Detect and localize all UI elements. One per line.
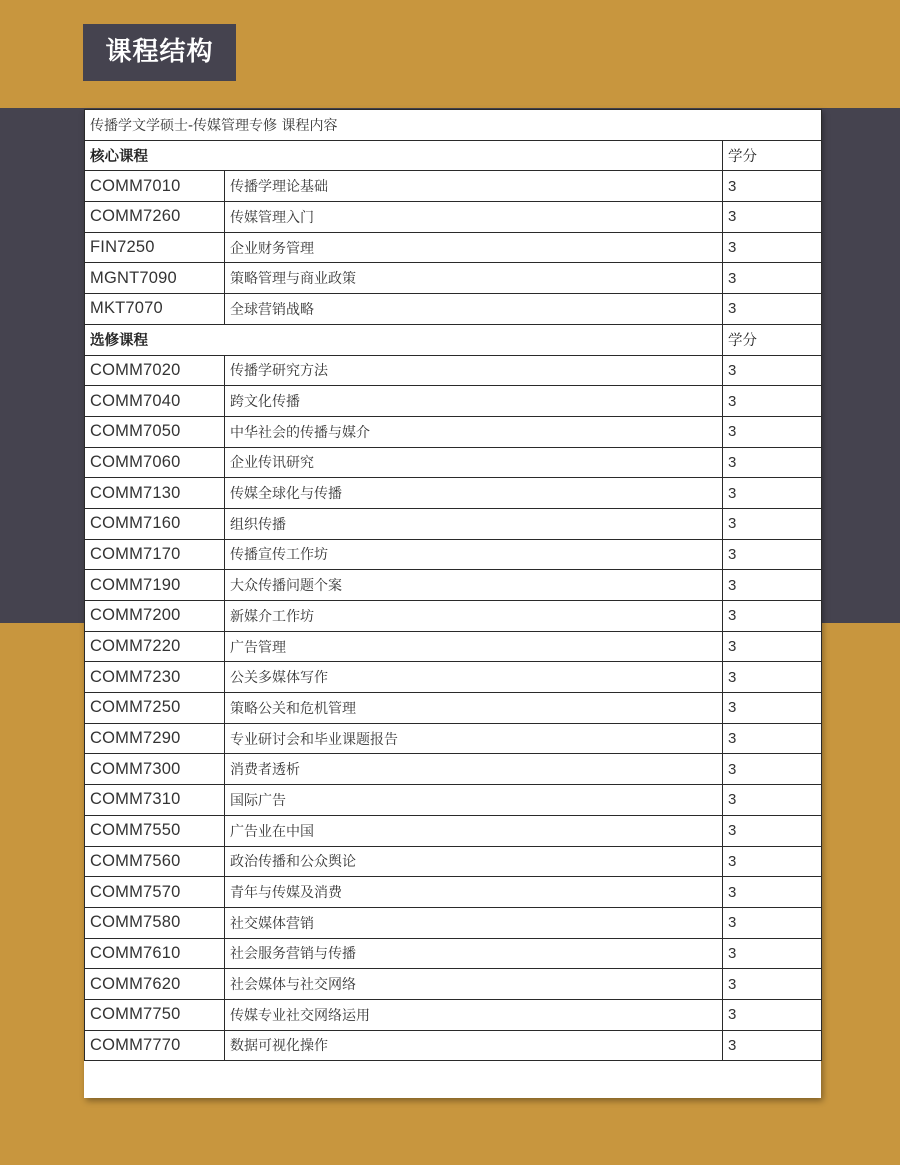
table-row (85, 294, 822, 325)
table-row (85, 754, 822, 785)
table-row (85, 877, 822, 908)
course-code: FIN7250 (85, 232, 225, 263)
course-code: COMM7130 (85, 478, 225, 509)
course-name: 广告业在中国 (225, 815, 723, 846)
course-name: 社会服务营销与传播 (225, 938, 723, 969)
course-name: 企业传讯研究 (225, 447, 723, 478)
table-caption: 传播学文学硕士-传媒管理专修 课程内容 (85, 110, 822, 141)
course-code: COMM7300 (85, 754, 225, 785)
table-row (85, 416, 822, 447)
course-code: COMM7160 (85, 508, 225, 539)
table-row (85, 539, 822, 570)
course-name: 策略管理与商业政策 (225, 263, 723, 294)
table-row (85, 969, 822, 1000)
course-name: 政治传播和公众舆论 (225, 846, 723, 877)
course-credit: 3 (723, 754, 822, 785)
course-credit: 3 (723, 386, 822, 417)
course-credit: 3 (723, 447, 822, 478)
course-name: 新媒介工作坊 (225, 601, 723, 632)
course-name: 社交媒体营销 (225, 907, 723, 938)
elective-heading: 选修课程 (85, 324, 723, 355)
table-row (85, 662, 822, 693)
course-name: 策略公关和危机管理 (225, 693, 723, 724)
table-row (85, 907, 822, 938)
course-credit: 3 (723, 969, 822, 1000)
course-name: 全球营销战略 (225, 294, 723, 325)
course-credit: 3 (723, 723, 822, 754)
table-row (85, 601, 822, 632)
course-table (84, 109, 822, 1061)
course-name: 青年与传媒及消费 (225, 877, 723, 908)
course-name: 社会媒体与社交网络 (225, 969, 723, 1000)
course-credit: 3 (723, 232, 822, 263)
course-name: 企业财务管理 (225, 232, 723, 263)
course-name: 传媒管理入门 (225, 202, 723, 233)
course-name: 传播宣传工作坊 (225, 539, 723, 570)
course-credit: 3 (723, 662, 822, 693)
course-name: 组织传播 (225, 508, 723, 539)
course-credit: 3 (723, 171, 822, 202)
table-row (85, 1030, 822, 1061)
course-code: MKT7070 (85, 294, 225, 325)
course-code: COMM7060 (85, 447, 225, 478)
course-name: 传播学理论基础 (225, 171, 723, 202)
course-credit: 3 (723, 294, 822, 325)
table-row (85, 693, 822, 724)
course-name: 传媒专业社交网络运用 (225, 999, 723, 1030)
course-code: COMM7220 (85, 631, 225, 662)
course-code: COMM7050 (85, 416, 225, 447)
table-row (85, 631, 822, 662)
course-code: COMM7190 (85, 570, 225, 601)
course-name: 广告管理 (225, 631, 723, 662)
course-code: COMM7580 (85, 907, 225, 938)
course-credit: 3 (723, 416, 822, 447)
course-code: COMM7620 (85, 969, 225, 1000)
course-code: COMM7770 (85, 1030, 225, 1061)
course-code: COMM7010 (85, 171, 225, 202)
course-name: 公关多媒体写作 (225, 662, 723, 693)
course-code: COMM7020 (85, 355, 225, 386)
table-row (85, 478, 822, 509)
course-code: COMM7290 (85, 723, 225, 754)
course-code: COMM7250 (85, 693, 225, 724)
course-name: 国际广告 (225, 785, 723, 816)
course-credit: 3 (723, 907, 822, 938)
core-credit-label: 学分 (723, 140, 822, 171)
course-name: 跨文化传播 (225, 386, 723, 417)
course-name: 数据可视化操作 (225, 1030, 723, 1061)
course-name: 大众传播问题个案 (225, 570, 723, 601)
course-credit: 3 (723, 508, 822, 539)
table-row (85, 202, 822, 233)
course-table-body (85, 110, 822, 1061)
course-code: COMM7560 (85, 846, 225, 877)
course-credit: 3 (723, 693, 822, 724)
table-row (85, 723, 822, 754)
course-code: MGNT7090 (85, 263, 225, 294)
course-credit: 3 (723, 478, 822, 509)
table-row (85, 785, 822, 816)
caption-row (85, 110, 822, 141)
course-credit: 3 (723, 815, 822, 846)
table-row (85, 386, 822, 417)
course-credit: 3 (723, 846, 822, 877)
page-title: 课程结构 (83, 24, 236, 81)
course-name: 传媒全球化与传播 (225, 478, 723, 509)
course-credit: 3 (723, 263, 822, 294)
elective-header-row (85, 324, 822, 355)
table-row (85, 232, 822, 263)
course-credit: 3 (723, 877, 822, 908)
table-row (85, 570, 822, 601)
course-code: COMM7230 (85, 662, 225, 693)
course-credit: 3 (723, 1030, 822, 1061)
course-code: COMM7570 (85, 877, 225, 908)
core-header-row (85, 140, 822, 171)
course-code: COMM7260 (85, 202, 225, 233)
course-code: COMM7040 (85, 386, 225, 417)
table-row (85, 846, 822, 877)
course-credit: 3 (723, 539, 822, 570)
course-code: COMM7750 (85, 999, 225, 1030)
course-credit: 3 (723, 785, 822, 816)
table-row (85, 815, 822, 846)
elective-credit-label: 学分 (723, 324, 822, 355)
table-row (85, 171, 822, 202)
course-credit: 3 (723, 999, 822, 1030)
course-credit: 3 (723, 601, 822, 632)
course-name: 传播学研究方法 (225, 355, 723, 386)
table-row (85, 447, 822, 478)
course-credit: 3 (723, 570, 822, 601)
course-code: COMM7170 (85, 539, 225, 570)
core-heading: 核心课程 (85, 140, 723, 171)
table-row (85, 355, 822, 386)
course-credit: 3 (723, 202, 822, 233)
table-row (85, 263, 822, 294)
course-credit: 3 (723, 631, 822, 662)
course-code: COMM7310 (85, 785, 225, 816)
course-name: 专业研讨会和毕业课题报告 (225, 723, 723, 754)
course-credit: 3 (723, 938, 822, 969)
course-credit: 3 (723, 355, 822, 386)
table-row (85, 938, 822, 969)
course-name: 中华社会的传播与媒介 (225, 416, 723, 447)
course-name: 消费者透析 (225, 754, 723, 785)
course-table-sheet (84, 109, 821, 1098)
table-row (85, 508, 822, 539)
course-code: COMM7550 (85, 815, 225, 846)
course-code: COMM7200 (85, 601, 225, 632)
table-row (85, 999, 822, 1030)
course-code: COMM7610 (85, 938, 225, 969)
